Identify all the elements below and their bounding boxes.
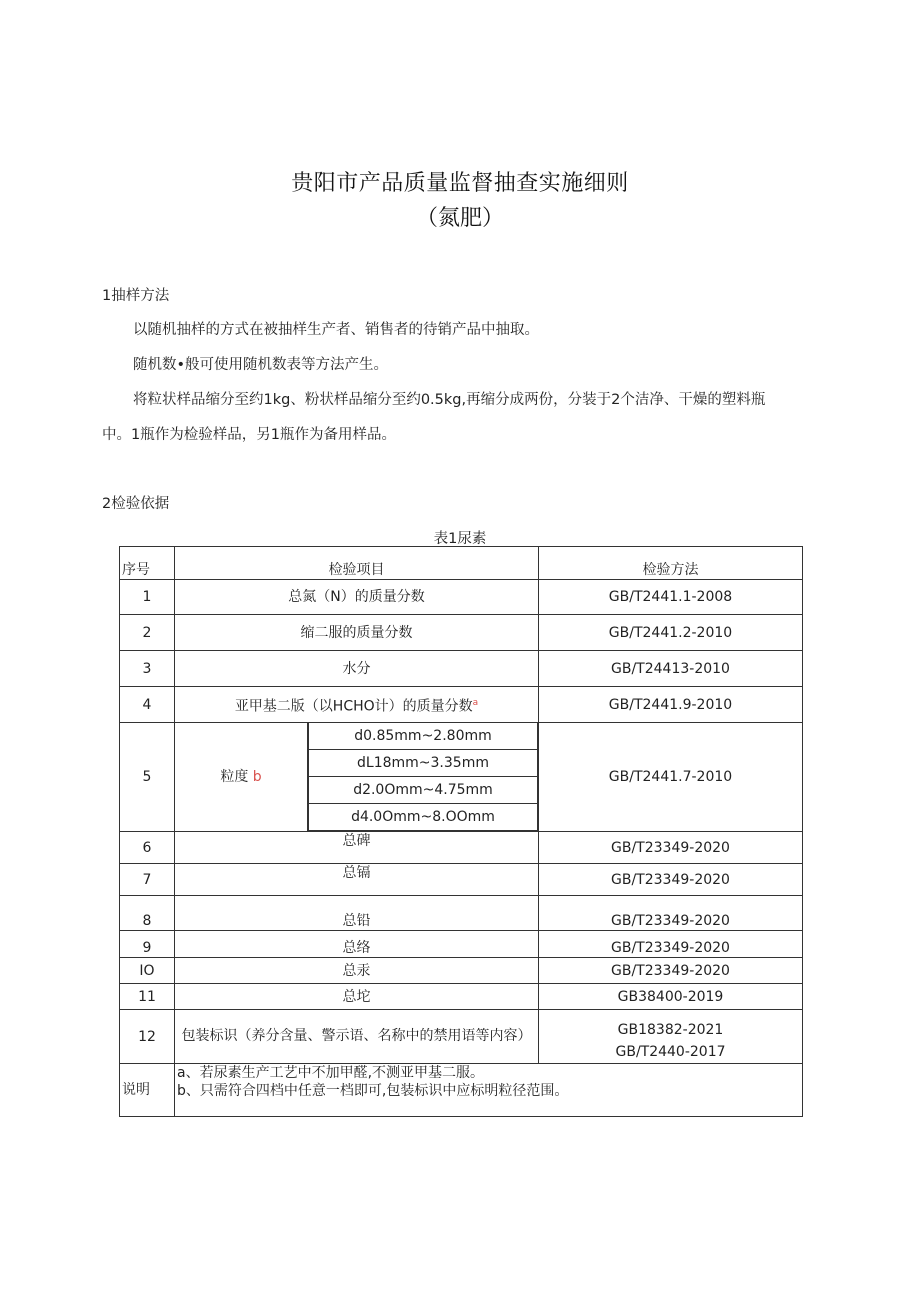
packaging-method-1: GB18382-2021	[617, 1022, 724, 1038]
size-range: dL18mm~3.35mm	[309, 750, 538, 777]
row-no: IO	[120, 958, 175, 984]
row-item	[175, 687, 539, 723]
row-method: GB38400-2019	[539, 984, 803, 1010]
row-item: 总氮（N）的质量分数	[175, 580, 539, 615]
note-b: b、只需符合四档中任意一档即可,包装标识中应标明粒径范围。	[177, 1083, 569, 1099]
row-no: 8	[120, 896, 175, 931]
table-notes-row	[120, 1064, 803, 1117]
header-item: 检验项目	[175, 547, 539, 580]
row-method: GB/T2441.9-2010	[539, 687, 803, 723]
granularity-sizes-cell	[308, 723, 539, 832]
row-item: 包装标识（养分含量、警示语、名称中的禁用语等内容）	[175, 1010, 539, 1064]
row-no: 5	[120, 723, 175, 832]
row-item: 总络	[175, 931, 539, 958]
row-method	[539, 1010, 803, 1064]
footnote-mark-b: b	[252, 769, 262, 785]
table-row	[120, 580, 803, 615]
granularity-label-cell	[175, 723, 308, 832]
section-2-heading: 2检验依据	[102, 496, 170, 512]
section-1-paragraph-3: 将粒状样品缩分至约1kg、粉状样品缩分至约0.5kg,再缩分成两份，分装于2个洁净、干燥的塑料瓶	[133, 392, 766, 408]
row-no: 6	[120, 832, 175, 864]
header-method: 检验方法	[539, 547, 803, 580]
row-no: 4	[120, 687, 175, 723]
table-row-packaging	[120, 1010, 803, 1064]
packaging-method-2: GB/T2440-2017	[615, 1044, 726, 1060]
size-range: d2.0Omm~4.75mm	[309, 777, 538, 804]
table-row	[120, 615, 803, 651]
row-no: 12	[120, 1010, 175, 1064]
row-no: 7	[120, 864, 175, 896]
granularity-label: 粒度	[220, 769, 249, 785]
header-no: 序号	[120, 547, 175, 580]
size-range: d4.0Omm~8.OOmm	[309, 804, 538, 831]
row-item: 缩二服的质量分数	[175, 615, 539, 651]
table-caption: 表1尿素	[433, 531, 487, 547]
row-no: 2	[120, 615, 175, 651]
row-method: GB/T23349-2020	[539, 896, 803, 931]
section-1-paragraph-3-continued: 中。1瓶作为检验样品，另1瓶作为备用样品。	[102, 427, 396, 443]
section-1-paragraph-1: 以随机抽样的方式在被抽样生产者、销售者的待销产品中抽取。	[133, 322, 539, 338]
row-no: 3	[120, 651, 175, 687]
note-a: a、若尿素生产工艺中不加甲醛,不测亚甲基二服。	[177, 1065, 485, 1081]
table-row	[120, 687, 803, 723]
size-range: d0.85mm~2.80mm	[309, 723, 538, 750]
row-method: GB/T23349-2020	[539, 832, 803, 864]
table-row	[120, 958, 803, 984]
row-method: GB/T2441.1-2008	[539, 580, 803, 615]
row-item: 水分	[175, 651, 539, 687]
notes-cell	[175, 1064, 803, 1117]
inspection-table	[119, 546, 803, 1117]
row-no: 11	[120, 984, 175, 1010]
row-method: GB/T23349-2020	[539, 958, 803, 984]
section-1-heading: 1抽样方法	[102, 288, 170, 304]
document-title: 贵阳市产品质量监督抽查实施细则	[291, 171, 629, 196]
table-row	[120, 864, 803, 896]
row-item: 总碑	[175, 832, 539, 864]
footnote-mark-a: a	[472, 697, 479, 708]
table-row	[120, 651, 803, 687]
table-row	[120, 984, 803, 1010]
row-item: 总坨	[175, 984, 539, 1010]
row-no: 9	[120, 931, 175, 958]
table-row-granularity	[120, 723, 803, 832]
row-method: GB/T2441.7-2010	[539, 723, 803, 832]
row-item-text: 亚甲基二版（以HCHO计）的质量分数	[234, 698, 473, 715]
row-method: GB/T24413-2010	[539, 651, 803, 687]
row-method: GB/T2441.2-2010	[539, 615, 803, 651]
document-subtitle: （氮肥）	[415, 206, 504, 231]
section-1-paragraph-2: 随机数•般可使用随机数表等方法产生。	[133, 357, 389, 373]
table-row	[120, 931, 803, 958]
row-no: 1	[120, 580, 175, 615]
row-method: GB/T23349-2020	[539, 864, 803, 896]
table-row	[120, 832, 803, 864]
row-item: 总镉	[175, 864, 539, 896]
row-item: 总铅	[175, 896, 539, 931]
row-method: GB/T23349-2020	[539, 931, 803, 958]
granularity-sizes	[308, 723, 538, 831]
notes-label: 说明	[120, 1064, 175, 1117]
table-header-row	[120, 547, 803, 580]
table-row	[120, 896, 803, 931]
row-item: 总汞	[175, 958, 539, 984]
